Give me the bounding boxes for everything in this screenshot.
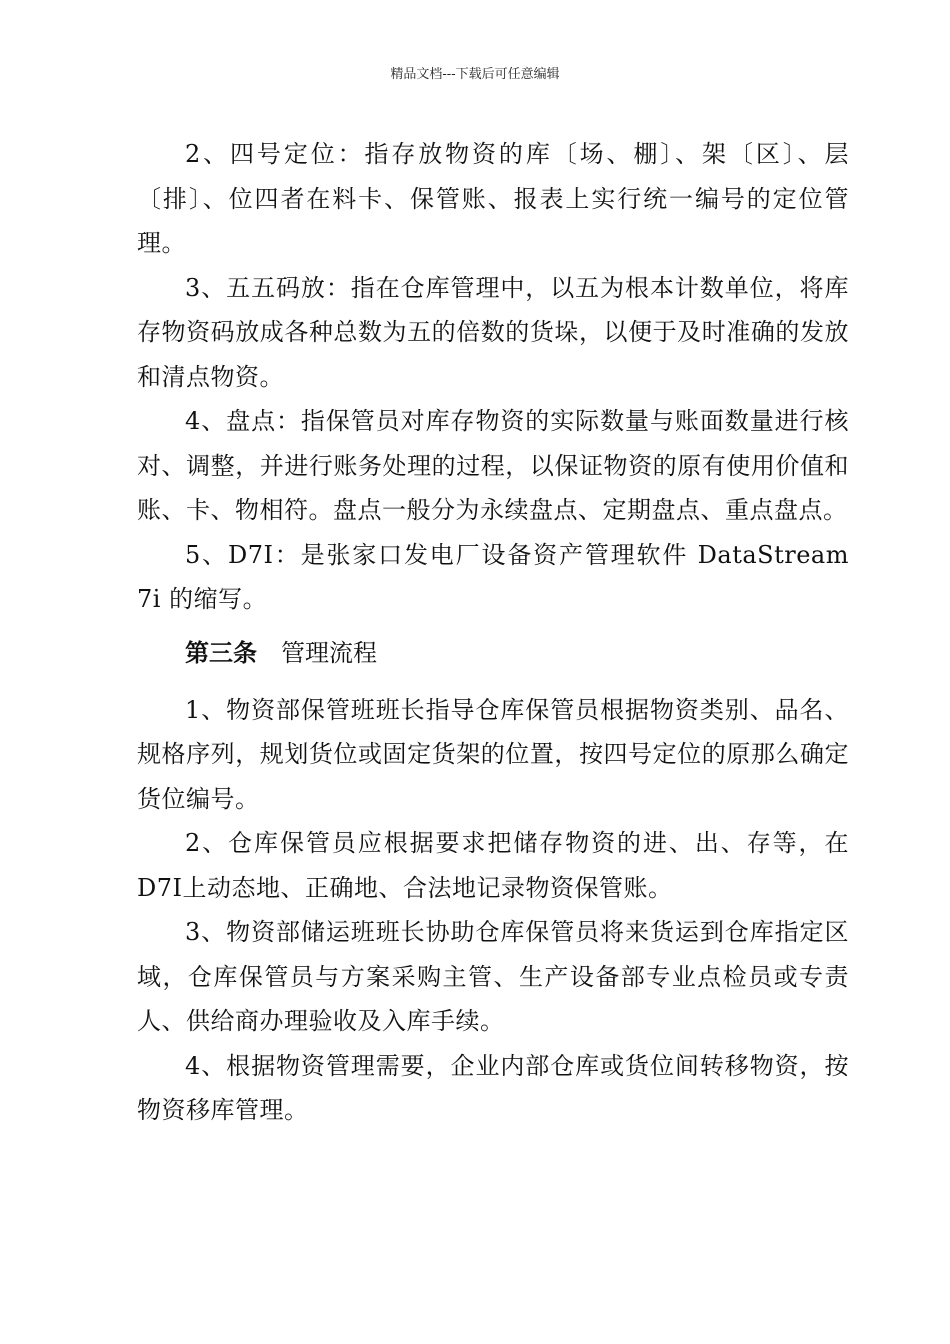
page-header: 精品文档---下载后可任意编辑 [390, 67, 560, 82]
document-body [137, 132, 849, 1133]
paragraph-process-2: 2、仓库保管员应根据要求把储存物资的进、出、存等，在D7I上动态地、正确地、合法地记录物资保管账。 [137, 829, 849, 902]
paragraph-five-five-stacking: 3、五五码放：指在仓库管理中，以五为根本计数单位，将库存物资码放成各种总数为五的倍数的货垛，以便于及时准确的发放和清点物资。 [137, 273, 849, 391]
section-heading [137, 628, 849, 678]
section-number: 第三条 [185, 637, 257, 667]
paragraph-inventory-check: 4、盘点：指保管员对库存物资的实际数量与账面数量进行核对、调整，并进行账务处理的过程，以保证物资的原有使用价值和账、卡、物相符。盘点一般分为永续盘点、定期盘点、重点盘点。 [137, 407, 849, 524]
paragraph-process-3: 3、物资部储运班班长协助仓库保管员将来货运到仓库指定区域，仓库保管员与方案采购主管、生产设备部专业点检员或专责人、供给商办理验收及入库手续。 [137, 918, 849, 1035]
paragraph-process-4: 4、根据物资管理需要，企业内部仓库或货位间转移物资，按物资移库管理。 [137, 1051, 849, 1124]
paragraph-d7i: 5、D7I：是张家口发电厂设备资产管理软件 DataStream 7i 的缩写。 [137, 540, 849, 613]
section-title: 管理流程 [281, 638, 377, 667]
paragraph-four-position: 2、四号定位：指存放物资的库〔场、棚〕、架〔区〕、层〔排〕、位四者在料卡、保管账、报表上实行统一编号的定位管理。 [137, 140, 849, 257]
paragraph-process-1: 1、物资部保管班班长指导仓库保管员根据物资类别、品名、规格序列，规划货位或固定货架的位置，按四号定位的原那么确定货位编号。 [137, 695, 849, 813]
